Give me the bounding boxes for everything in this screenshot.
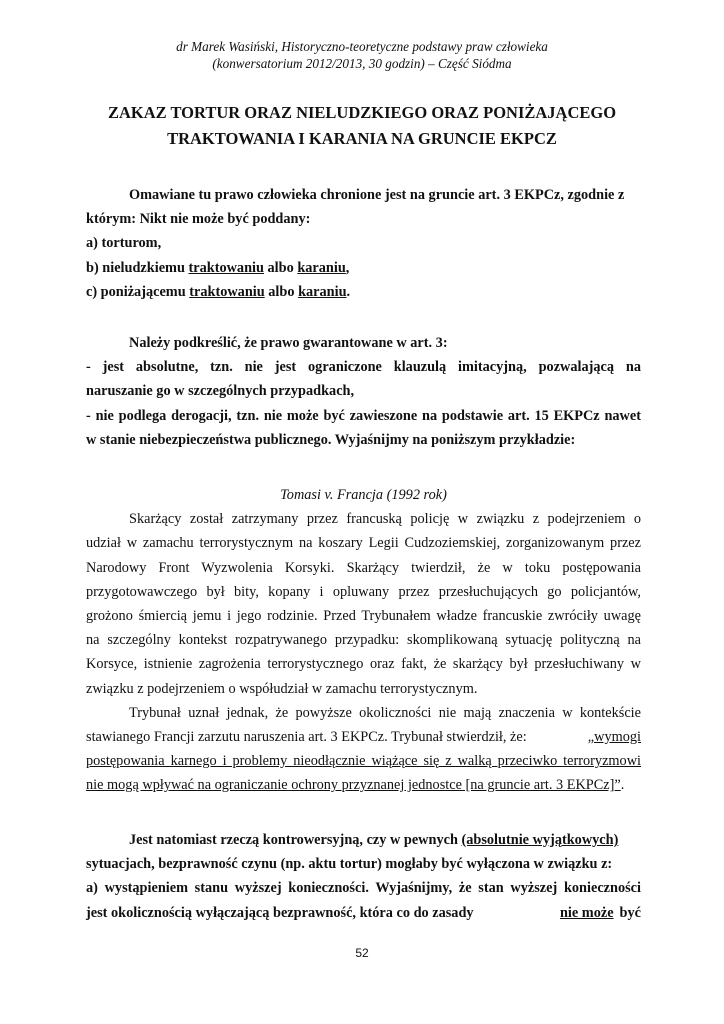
section-art3-text bbox=[86, 183, 641, 304]
paragraph-line: naruszanie go w szczególnych przypadkach, bbox=[86, 383, 355, 400]
paragraph-line: udział w zamachu terrorystycznym na koszary Legii Cudzoziemskiej, zorganizowanym przez bbox=[86, 535, 641, 552]
paragraph-line bbox=[86, 901, 641, 925]
underlined-term: karaniu bbox=[298, 283, 347, 300]
paragraph-line: Należy podkreślić, że prawo gwarantowane w art. 3: bbox=[129, 335, 448, 351]
paragraph-text: stawianego Francji zarzutu naruszenia art. 3 EKPCz. Trybunał stwierdził, że: bbox=[86, 728, 527, 745]
paragraph-line: - jest absolutne, tzn. nie jest ograniczone klauzulą imitacyjną, pozwalającą na bbox=[86, 359, 641, 376]
paragraph-line: którym: Nikt nie może być poddany: bbox=[86, 211, 311, 228]
paragraph-line: a) wystąpieniem stanu wyższej konieczności. Wyjaśnijmy, że stan wyższej konieczności bbox=[86, 880, 641, 897]
underlined-term: nie może bbox=[559, 904, 614, 921]
section-absolute-right bbox=[86, 331, 641, 452]
case-tomasi bbox=[86, 483, 641, 797]
list-text: albo bbox=[264, 283, 299, 300]
paragraph-line: Narodowy Front Wyzwolenia Korsyki. Skarżący twierdził, że w toku postępowania bbox=[86, 559, 641, 576]
paragraph-line: na szczególny kontekst rozpatrywanego przypadku: skomplikowaną sytuację polityczną na bbox=[86, 632, 641, 649]
paragraph-text: być bbox=[619, 904, 641, 921]
paragraph-line: przygotowawczego był bity, kopany i opluwany przez przesłuchujących go policjantów, bbox=[86, 583, 641, 600]
case-title: Tomasi v. Francja (1992 rok) bbox=[280, 487, 447, 503]
paragraph-line: grożono śmiercią jemu i jego rodzinie. Przed Trybunałem władze francuskie zwróciły uwagę bbox=[86, 607, 641, 624]
list-item-c bbox=[86, 280, 641, 304]
list-text: . bbox=[346, 283, 351, 300]
list-item-a: a) torturom, bbox=[86, 235, 162, 252]
running-header bbox=[0, 38, 724, 72]
section-necessity bbox=[86, 828, 641, 925]
page-number: 52 bbox=[355, 946, 369, 960]
paragraph-line: Skarżący został zatrzymany przez francuską policję w związku z podejrzeniem o bbox=[129, 511, 641, 528]
underlined-term: karaniu bbox=[297, 259, 346, 276]
quoted-text: postępowania karnego i problemy nieodłącznie wiążące się z walką przeciwko terroryzmowi bbox=[86, 753, 641, 770]
underlined-term: traktowaniu bbox=[188, 259, 264, 276]
paragraph-text: . bbox=[620, 777, 625, 794]
title-line-1: ZAKAZ TORTUR ORAZ NIELUDZKIEGO ORAZ PONIŻAJĄCEGO bbox=[107, 103, 617, 122]
paragraph-line bbox=[86, 725, 641, 749]
underlined-term: (absolutnie wyjątkowych) bbox=[461, 832, 619, 848]
header-line-2: (konwersatorium 2012/2013, 30 godzin) – Część Siódma bbox=[212, 56, 512, 71]
paragraph-line: - nie podlega derogacji, tzn. nie może być zawieszone na podstawie art. 15 EKPCz nawet bbox=[86, 407, 641, 424]
quoted-text: „wymogi bbox=[587, 728, 641, 745]
header-line-1: dr Marek Wasiński, Historyczno-teoretyczne podstawy praw człowieka bbox=[176, 39, 548, 54]
list-text: b) nieludzkiemu bbox=[86, 259, 189, 276]
paragraph-line bbox=[86, 828, 641, 852]
paragraph-line: Omawiane tu prawo człowieka chronione jest na gruncie art. 3 EKPCz, zgodnie z bbox=[129, 187, 625, 203]
paragraph-text: Jest natomiast rzeczą kontrowersyjną, czy w pewnych bbox=[129, 832, 462, 848]
title-line-2: TRAKTOWANIA I KARANIA NA GRUNCIE EKPCZ bbox=[167, 129, 557, 148]
paragraph-line: Korsyce, istnienie zagrożenia terrorystycznego oraz fakt, że skarżący był przesłuchiwany w bbox=[86, 656, 641, 673]
paragraph-line: w stanie niebezpieczeństwa publicznego. Wyjaśnijmy na poniższym przykładzie: bbox=[86, 431, 576, 448]
list-text: albo bbox=[263, 259, 298, 276]
paragraph-line: sytuacjach, bezprawność czynu (np. aktu tortur) mogłaby być wyłączona w związku z: bbox=[86, 856, 613, 873]
paragraph-text: jest okolicznością wyłączającą bezprawność, która co do zasady bbox=[86, 904, 474, 921]
paragraph-line bbox=[86, 773, 641, 797]
document-title bbox=[0, 100, 724, 152]
list-text: , bbox=[345, 259, 350, 276]
paragraph-line: związku z podejrzeniem o współudział w zamachu terrorystycznym. bbox=[86, 680, 478, 697]
underlined-term: traktowaniu bbox=[189, 283, 265, 300]
list-item-b bbox=[86, 256, 641, 280]
list-text: c) poniżającemu bbox=[86, 283, 190, 300]
quoted-text: nie mogą wpływać na ograniczanie ochrony przyznanej jednostce [na gruncie art. 3 EKPCz]” bbox=[86, 777, 621, 794]
paragraph-line: Trybunał uznał jednak, że powyższe okoliczności nie mają znaczenia w kontekście bbox=[129, 704, 641, 721]
